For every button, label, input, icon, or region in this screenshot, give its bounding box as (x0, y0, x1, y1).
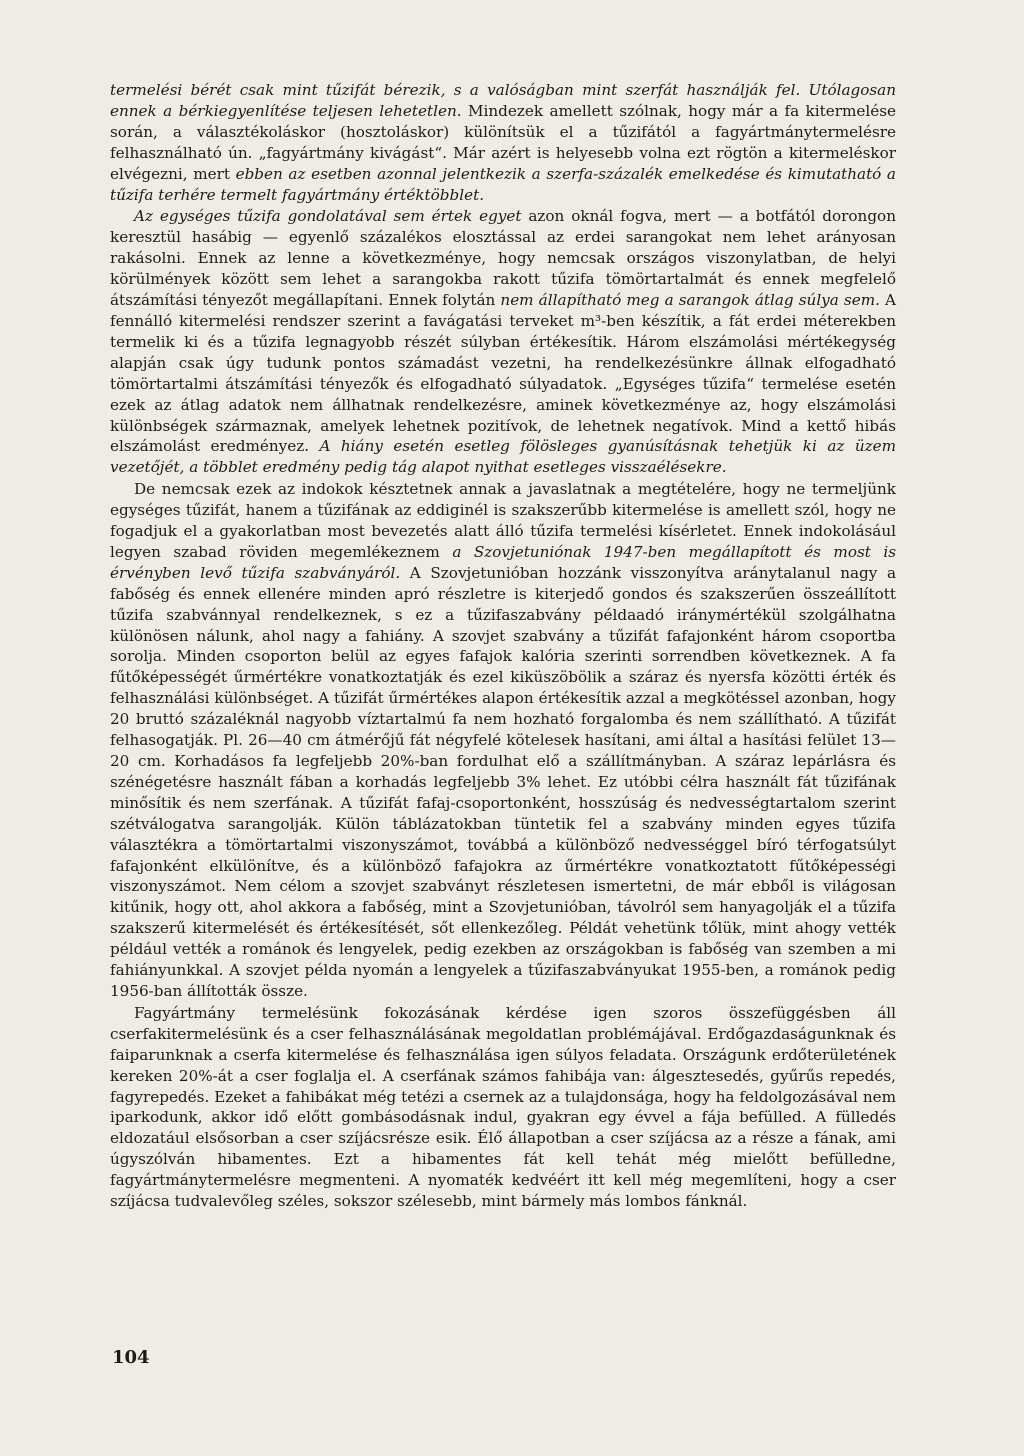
paragraph (110, 479, 896, 1002)
paragraph (110, 80, 896, 205)
italic-text-run: nem állapítható meg a sarangok átlag súlya sem. (500, 291, 880, 310)
paragraph (110, 1003, 896, 1212)
text-run: De nemcsak ezek az indokok késztetnek annak a javaslatnak a megtételére, hogy ne termeljünk egységes tűzifát, hanem a tűzifának az eddiginél is szakszerűbb kitermelése is amellett szól, hogy ne fogadjuk el a gyakorlatban most bevezetés alatt álló tűzifa termelési kísérletet. Ennek indokolásául legyen szabad röviden megemlékeznem (110, 480, 896, 561)
text-run: Fagyártmány termelésünk fokozásának kérdése igen szoros összefüggésben áll cserfakitermelésünk és a cser felhasználásának megoldatlan problémájával. Erdőgazdaságunknak és faiparunknak a cserfa kitermelése és felhasználása igen súlyos feladata. Országunk erdőterületének kereken 20%-át a cser foglalja el. A cserfának számos fahibája van: álgesztesedés, gyűrűs repedés, fagyrepedés. Ezeket a fahibákat még tetézi a csernek az a tulajdonsága, hogy ha feldolgozásával nem iparkodunk, akkor idő előtt gombásodásnak indul, gyakran egy évvel a fája befülled. A fülledés eldozatául elsősorban a cser szíjácsrésze esik. Élő állapotban a cser szíjácsa az a része a fának, ami úgyszólván hibamentes. Ezt a hibamentes fát kell tehát még mielőtt befülledne, fagyártmánytermelésre megmenteni. A nyomaték kedvéért itt kell még megemlíteni, hogy a cser szíjácsa tudvalevőleg széles, sokszor szélesebb, mint bármely más lombos fánknál. (110, 1003, 896, 1211)
italic-text-run: ebben az esetben azonnal jelentkezik a szerfa-százalék emelkedése és kimutatható a tűzifa terhére termelt fagyártmány értéktöbblet. (110, 164, 896, 204)
italic-text-run: Az egységes tűzifa gondolatával sem értek egyet (134, 207, 522, 226)
italic-text-run: A hiány esetén esetleg fölösleges gyanúsításnak tehetjük ki az üzem vezetőjét, a többlet eredmény pedig tág alapot nyithat esetleges visszaélésekre. (110, 437, 896, 477)
text-run: A fennálló kitermelési rendszer szerint a favágatási terveket m³-ben készítik, a fát erdei méterekben termelik ki és a tűzifa legnagyobb részét súlyban értékesítik. Három elszámolási mértékegység alapján csak úgy tudunk pontos számadást vezetni, ha rendelkezésünkre állnak elfogadható tömörtartalmi átszámítási tényezők és elfogadható súlyadatok. „Egységes tűzifa“ termelése esetén ezek az átlag adatok nem állhatnak rendelkezésre, aminek következménye az, hogy elszámolási különbségek származnak, amelyek lehetnek pozitívok, de lehetnek negatívok. Mind a kettő hibás elszámolást eredményez. (110, 291, 897, 456)
body-text (110, 80, 896, 1212)
text-run: Mindezek amellett szólnak, hogy már a fa kitermelése során, a választékoláskor (hosztoláskor) különítsük el a tűzifától a fagyártmánytermelésre felhasználható ún. „fagyártmány kivágást“. Már azért is helyesebb volna ezt rögtön a kitermeléskor elvégezni, mert (110, 101, 896, 183)
italic-text-run: termelési bérét csak mint tűzifát bérezik, s a valóságban mint szerfát használják fel. Utólagosan ennek a bérkiegyenlítése teljesen lehetetlen. (110, 81, 896, 120)
page-number: 104 (112, 1347, 150, 1368)
italic-text-run: a Szovjetuniónak 1947-ben megállapított és most is érvényben levő tűzifa szabványáról. (110, 542, 897, 582)
text-run: A Szovjetunióban hozzánk visszonyítva aránytalanul nagy a fabőség és ennek ellenére minden apró részletre is kiterjedő gondos és szakszerűen összeállított tűzifa szabvánnyal rendelkeznek, s ez a tűzifaszabvány példaadó iránymértékül szolgálhatna különösen nálunk, ahol nagy a fahiány. A szovjet szabvány a tűzifát fafajonként három csoportba sorolja. Minden csoporton belül az egyes fafajok kalória szerinti sorrendben következnek. A fa fűtőképességét űrmértékre vonatkoztatják és ezel kiküszöbölik a száraz és nyersfa közötti érték és felhasználási különbséget. A tűzifát űrmértékes alapon értékesítik azzal a megkötéssel azonban, hogy 20 bruttó százaléknál nagyobb víztartalmú fa nem hozható forgalomba és nem szállítható. A tűzifát felhasogatják. Pl. 26—40 cm átmérőjű fát négyfelé kötelesek hasítani, ami által a hasítási felület 13—20 cm. Korhadásos fa legfeljebb 20%-ban fordulhat elő a szállítmányban. A száraz lepárlásra és szénégetésre használt fában a korhadás legfeljebb 3% lehet. Ez utóbbi célra használt fát tűzifának minősítik és nem szerfának. A tűzifát fafaj-csoportonként, hosszúság és nedvességtartalom szerint szétválogatva sarangolják. Külön táblázatokban tüntetik fel a szabvány minden egyes tűzifa választékra a tömörtartalmi viszonyszámot, továbbá a különböző nedvességgel bíró térfogatsúlyt fafajonként elkülönítve, és a különböző fafajokra az űrmértékre vonatkoztatott fűtőképességi viszonyszámot. Nem célom a szovjet szabványt részletesen ismertetni, de már ebből is világosan kitűnik, hogy ott, ahol akkora a fabőség, mint a Szovjetunióban, távolról sem hanyagolják el a tűzifa szakszerű kitermelését és értékesítését, sőt ellenkezőleg. Példát vehetünk tőlük, mint ahogy vették például vették a románok és lengyelek, pedig ezekben az országokban is fabőség van szemben a mi fahiányunkkal. A szovjet példa nyomán a lengyelek a tűzifaszabványukat 1955-ben, a románok pedig 1956-ban állították össze. (110, 563, 896, 1000)
text-run: azon oknál fogva, mert — a botfától dorongon keresztül hasábig — egyenlő százalékos elosztással az erdei sarangokat nem lehet arányosan rakásolni. Ennek az lenne a következménye, hogy nemcsak országos viszonylatban, de helyi körülmények között sem lehet a sarangokba rakott tűzifa tömörtartalmát és ennek megfelelő átszámítási tényezőt megállapítani. Ennek folytán (110, 207, 896, 310)
paragraph (110, 206, 896, 478)
